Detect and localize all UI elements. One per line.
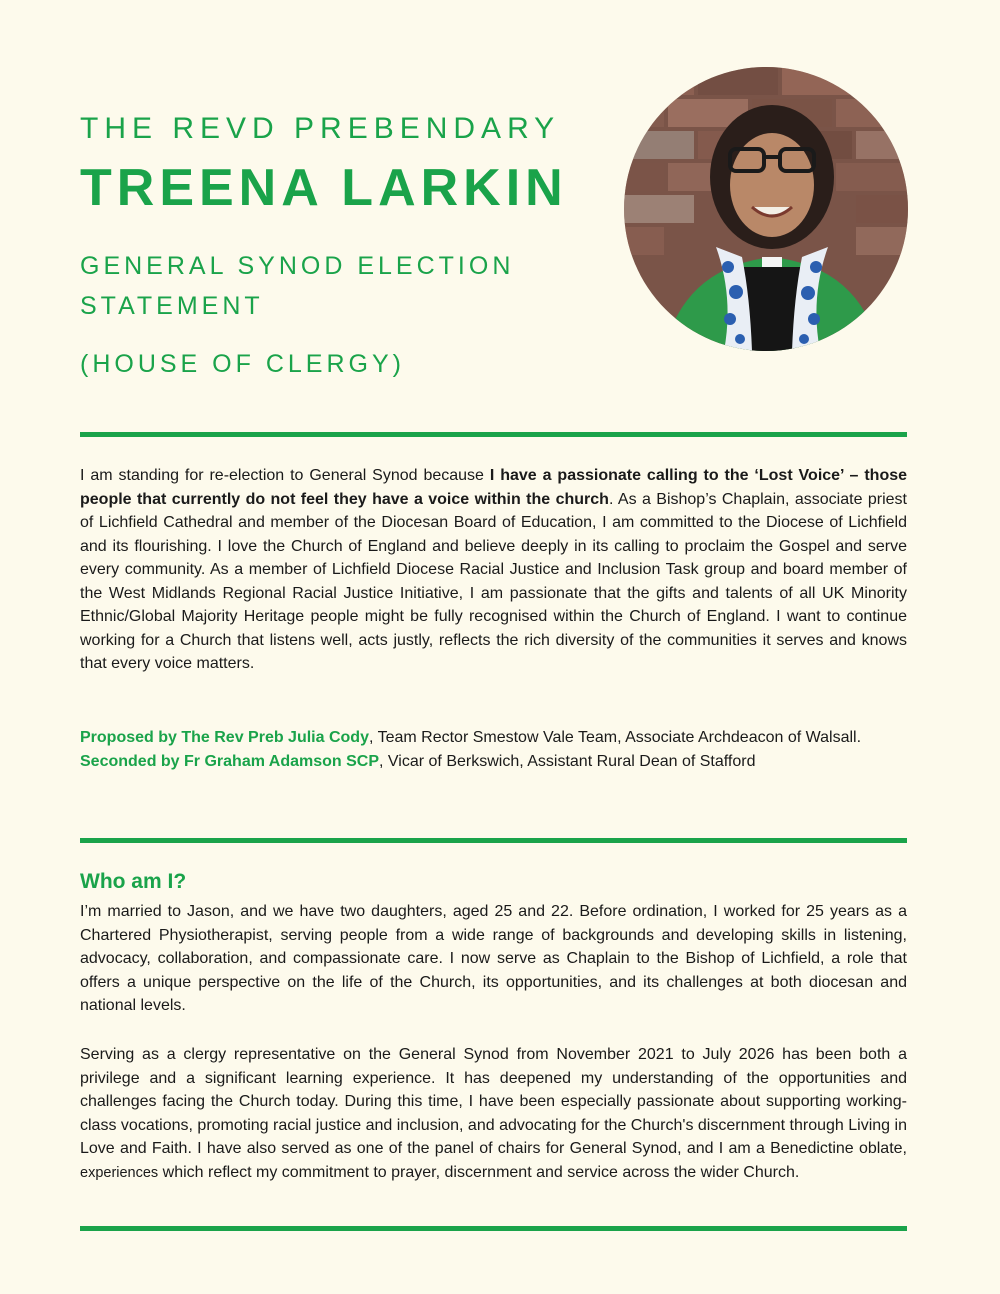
synod-text: Serving as a clergy representative on the General Synod from November 2021 to July 2026 has been both a privilege and a significant learning experience. It has deepened my understanding of the opportunities and challenges facing the Church today. During this time, I have been especially passionate about supporting working-class vocations, promoting racial justice and inclusion, and advocating for the Church's discernment through Living in Love and Faith. I have also served as one of the panel of chairs for General Synod, and I am a Benedictine oblate, <box>80 1046 907 1157</box>
house-label: (HOUSE OF CLERGY) <box>80 350 405 378</box>
bio-paragraph: I’m married to Jason, and we have two daughters, aged 25 and 22. Before ordination, I worked for 25 years as a Chartered Physiotherapist, serving people from a wide range of backgrounds and developing skills in listening, advocacy, collaboration, and compassionate care. I now serve as Chaplain to the Bishop of Lichfield, a role that offers a unique perspective on the life of the Church, its opportunities, and its challenges at both diocesan and national levels. <box>80 903 907 1014</box>
synod-text-small: experiences <box>80 1164 159 1181</box>
section-title: Who am I? <box>80 870 187 893</box>
candidate-name: TREENA LARKIN <box>80 159 568 217</box>
seconder-line <box>80 750 907 774</box>
intro-highlight: I have a passionate calling to the ‘Lost Voice’ – those people that currently do not feel they have a voice within the church <box>80 467 908 508</box>
title-prefix: THE REVD PREBENDARY <box>80 112 561 145</box>
synod-text-end: which reflect my commitment to prayer, discernment and service across the wider Church. <box>158 1163 800 1181</box>
intro-text-continued: . As a Bishop’s Chaplain, associate priest of Lichfield Cathedral and member of the Diocesan Board of Education, I am committed to the Diocese of Lichfield and its flourishing. I love the Church of England and believe deeply in its calling to proclaim the Gospel and serve every community. As a member of Lichfield Diocese Racial Justice and Inclusion Task group and board member of the West Midlands Regional Racial Justice Initiative, I am passionate that the gifts and talents of all UK Minority Ethnic/Global Majority Heritage people might be fully recognised within the Church of England. I want to continue working for a Church that listens well, acts justly, reflects the rich diversity of the communities it serves and knows that every voice matters. <box>80 490 908 672</box>
proposer-details: , Team Rector Smestow Vale Team, Associate Archdeacon of Walsall. <box>368 729 862 746</box>
divider-rule <box>80 432 907 437</box>
statement-subtitle: GENERAL SYNOD ELECTION STATEMENT <box>80 252 515 320</box>
synod-paragraph <box>80 1043 907 1185</box>
proposer-line <box>80 726 907 750</box>
proposer-label: Proposed by The Rev Preb Julia Cody <box>80 729 369 746</box>
seconder-details: , Vicar of Berkswich, Assistant Rural Dean of Stafford <box>379 753 756 770</box>
divider-rule <box>80 838 907 843</box>
seconder-label: Seconded by Fr Graham Adamson SCP <box>80 753 380 770</box>
portrait-illustration <box>624 67 908 351</box>
intro-paragraph <box>80 464 907 676</box>
portrait-photo <box>624 67 908 351</box>
endorsements <box>80 726 907 774</box>
intro-text: I am standing for re-election to General Synod because <box>80 467 490 484</box>
header <box>80 108 568 384</box>
divider-rule <box>80 1226 907 1231</box>
